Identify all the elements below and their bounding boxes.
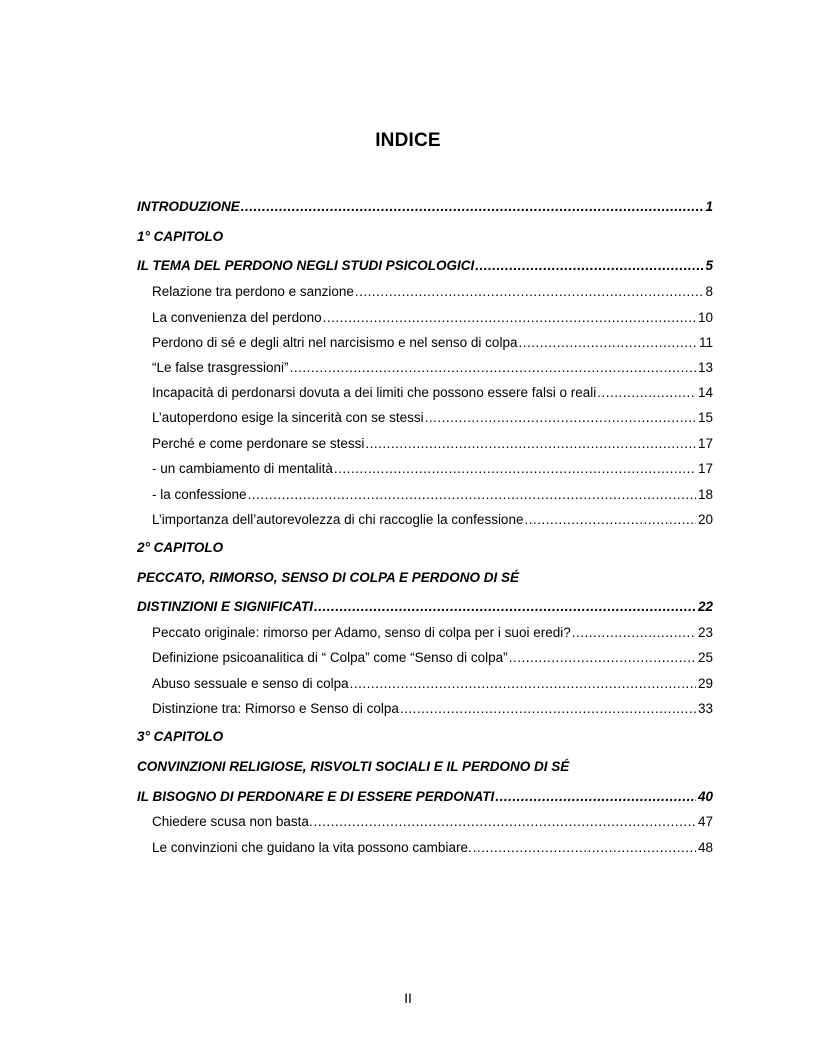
toc-entry xyxy=(152,813,713,831)
toc-entry-introduzione xyxy=(137,198,713,216)
toc-entry-page: 47 xyxy=(697,814,713,829)
toc-entry-text: L’importanza dell’autorevolezza di chi raccoglie la confessione xyxy=(152,512,524,527)
toc-leader-dots xyxy=(365,435,696,453)
toc-entry-text: La convenienza del perdono xyxy=(152,310,322,325)
toc-leader-dots xyxy=(509,649,696,667)
toc-entry-text: - la confessione xyxy=(152,487,247,502)
toc-entry-text: L’autoperdono esige la sincerità con se stessi xyxy=(152,410,424,425)
toc-leader-dots xyxy=(314,598,696,616)
toc-entry-text: Distinzione tra: Rimorso e Senso di colpa xyxy=(152,701,399,716)
toc-entry xyxy=(152,700,713,718)
toc-entry-text: Perché e come perdonare se stessi xyxy=(152,436,365,451)
toc-entry-page: 13 xyxy=(697,360,713,375)
toc-entry-text: Perdono di sé e degli altri nel narcisismo e nel senso di colpa xyxy=(152,335,518,350)
toc-entry xyxy=(152,283,713,301)
toc-chapter-heading-3 xyxy=(137,728,713,746)
toc-leader-dots xyxy=(290,359,696,377)
toc-entry-page: 40 xyxy=(697,789,713,804)
toc-entry xyxy=(152,309,713,327)
toc-chapter-title-2-line2 xyxy=(137,598,713,616)
toc-entry-text: Abuso sessuale e senso di colpa xyxy=(152,676,349,691)
toc-chapter-title-3-line2 xyxy=(137,788,713,806)
toc-entry xyxy=(152,624,713,642)
toc-entry-text: - un cambiamento di mentalità xyxy=(152,461,333,476)
toc-leader-dots xyxy=(355,283,704,301)
toc-entry-page: 48 xyxy=(697,840,713,855)
toc-chapter-heading-2 xyxy=(137,539,713,557)
toc-leader-dots xyxy=(334,460,696,478)
toc-entry-page: 10 xyxy=(697,310,713,325)
toc-entry-page: 17 xyxy=(697,436,713,451)
toc-entry-text: IL TEMA DEL PERDONO NEGLI STUDI PSICOLOGICI xyxy=(137,258,475,273)
toc-entry-text: IL BISOGNO DI PERDONARE E DI ESSERE PERDONATI xyxy=(137,789,495,804)
toc-leader-dots xyxy=(475,257,703,275)
toc-leader-dots xyxy=(350,675,696,693)
toc-leader-dots xyxy=(518,334,697,352)
toc-entry xyxy=(152,409,713,427)
toc-entry-text: Peccato originale: rimorso per Adamo, senso di colpa per i suoi eredi? xyxy=(152,625,571,640)
toc-entry-text: INTRODUZIONE xyxy=(137,199,240,214)
page-title: INDICE xyxy=(375,130,441,151)
toc-leader-dots xyxy=(495,788,696,806)
toc-leader-dots xyxy=(572,624,696,642)
toc-entry xyxy=(152,486,713,504)
toc-entry xyxy=(152,675,713,693)
toc-entry-text: DISTINZIONI E SIGNIFICATI xyxy=(137,599,314,614)
toc-entry-page: 22 xyxy=(697,599,713,614)
toc-entry-text: Le convinzioni che guidano la vita possono cambiare. xyxy=(152,840,472,855)
toc-entry-text: 2° CAPITOLO xyxy=(137,540,224,555)
toc-leader-dots xyxy=(473,839,696,857)
toc-entry-text: CONVINZIONI RELIGIOSE, RISVOLTI SOCIALI E IL PERDONO DI SÉ xyxy=(137,759,570,774)
toc-entry xyxy=(152,435,713,453)
toc-chapter-title-2-line1 xyxy=(137,569,713,587)
toc-entry-text: 1° CAPITOLO xyxy=(137,229,224,244)
toc-leader-dots xyxy=(597,384,696,402)
toc-leader-dots xyxy=(425,409,696,427)
toc-entry-page: 1 xyxy=(705,199,713,214)
toc-entry-page: 14 xyxy=(697,385,713,400)
toc-entry xyxy=(152,839,713,857)
toc-entry-text: PECCATO, RIMORSO, SENSO DI COLPA E PERDONO DI SÉ xyxy=(137,570,520,585)
toc-entry-page: 23 xyxy=(697,625,713,640)
toc-entry xyxy=(152,511,713,529)
toc-entry-page: 8 xyxy=(705,284,713,299)
page-number: II xyxy=(404,990,412,1006)
toc-leader-dots xyxy=(314,813,696,831)
toc-entry xyxy=(152,649,713,667)
toc-entry xyxy=(152,460,713,478)
toc-entry xyxy=(152,334,713,352)
toc-entry-text: Incapacità di perdonarsi dovuta a dei limiti che possono essere falsi o reali xyxy=(152,385,597,400)
toc-leader-dots xyxy=(241,198,704,216)
toc-chapter-heading-1 xyxy=(137,228,713,246)
toc-entry xyxy=(152,384,713,402)
toc-entry-text: “Le false trasgressioni” xyxy=(152,360,289,375)
toc-entry-text: Definizione psicoanalitica di “ Colpa” come “Senso di colpa” xyxy=(152,650,508,665)
toc-entry-text: 3° CAPITOLO xyxy=(137,729,224,744)
toc-entry-page: 5 xyxy=(705,258,713,273)
toc-entry-text: Relazione tra perdono e sanzione xyxy=(152,284,354,299)
toc-chapter-title-3-line1 xyxy=(137,758,713,776)
toc-leader-dots xyxy=(248,486,696,504)
toc-leader-dots xyxy=(323,309,696,327)
toc-entry-page: 15 xyxy=(697,410,713,425)
toc-entry xyxy=(152,359,713,377)
toc-entry-page: 33 xyxy=(697,701,713,716)
toc-entry-page: 11 xyxy=(698,335,713,350)
toc-leader-dots xyxy=(524,511,696,529)
toc-entry-page: 17 xyxy=(697,461,713,476)
toc-entry-page: 18 xyxy=(697,487,713,502)
toc-entry-page: 25 xyxy=(697,650,713,665)
toc-leader-dots xyxy=(400,700,696,718)
toc-entry-text: Chiedere scusa non basta. xyxy=(152,814,313,829)
toc-chapter-title-1 xyxy=(137,257,713,275)
toc-entry-page: 20 xyxy=(697,512,713,527)
toc-entry-page: 29 xyxy=(697,676,713,691)
